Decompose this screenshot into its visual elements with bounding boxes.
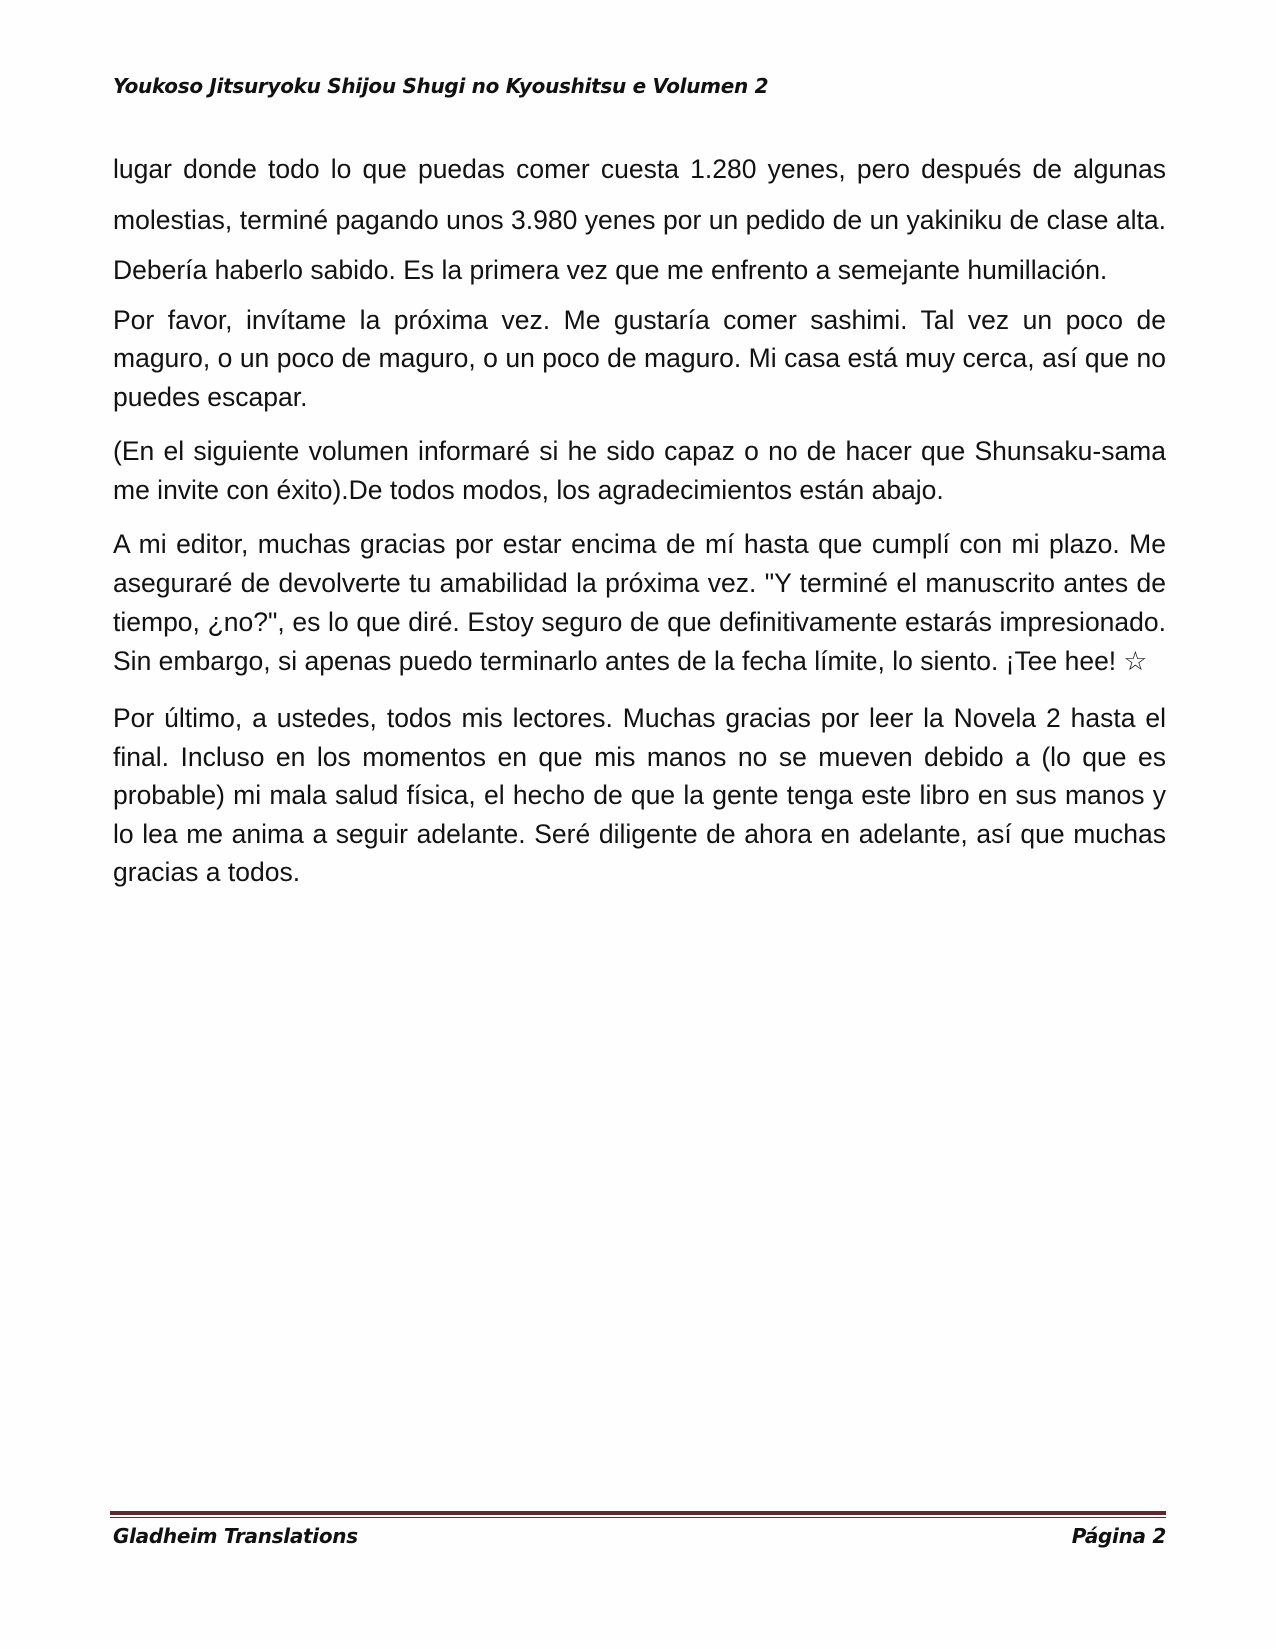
- paragraph-5: Por último, a ustedes, todos mis lectores. Muchas gracias por leer la Novela 2 hasta el final. Incluso en los momentos en que mis manos no se mueven debido a (lo que es probable) mi mala salud física, el hecho de que la gente tenga este libro en sus manos y lo lea me anima a seguir adelante. Seré diligente de ahora en adelante, así que muchas gracias a todos.: [113, 703, 1166, 887]
- footer-rule-thick: [110, 1511, 1166, 1515]
- paragraph-1: lugar donde todo lo que puedas comer cuesta 1.280 yenes, pero después de algunas molestias, terminé pagando unos 3.980 yenes por un pedido de un yakiniku de clase alta. Debería haberlo sabido. Es la primera vez que me enfrento a semejante humillación.: [113, 154, 1166, 285]
- footer-rule: [110, 1511, 1166, 1518]
- footer-publisher: Gladheim Translations: [113, 1524, 358, 1548]
- paragraph-3: (En el siguiente volumen informaré si he sido capaz o no de hacer que Shunsaku-sama me invite con éxito).De todos modos, los agradecimientos están abajo.: [113, 436, 1166, 505]
- footer-page-number: Página 2: [1071, 1524, 1166, 1548]
- paragraph-4: A mi editor, muchas gracias por estar encima de mí hasta que cumplí con mi plazo. Me aseguraré de devolverte tu amabilidad la próxima vez. "Y terminé el manuscrito antes de tiempo, ¿no?", es lo que diré. Estoy seguro de que definitivamente estarás impresionado. Sin embargo, si apenas puedo terminarlo antes de la fecha límite, lo siento. ¡Tee hee! ☆: [113, 529, 1166, 676]
- body-text: [113, 144, 1166, 892]
- footer-rule-thin: [110, 1517, 1166, 1518]
- paragraph-2: Por favor, invítame la próxima vez. Me gustaría comer sashimi. Tal vez un poco de maguro, o un poco de maguro, o un poco de maguro. Mi casa está muy cerca, así que no puedes escapar.: [113, 304, 1166, 412]
- header-title: Youkoso Jitsuryoku Shijou Shugi no Kyoushitsu e Volumen 2: [113, 74, 769, 98]
